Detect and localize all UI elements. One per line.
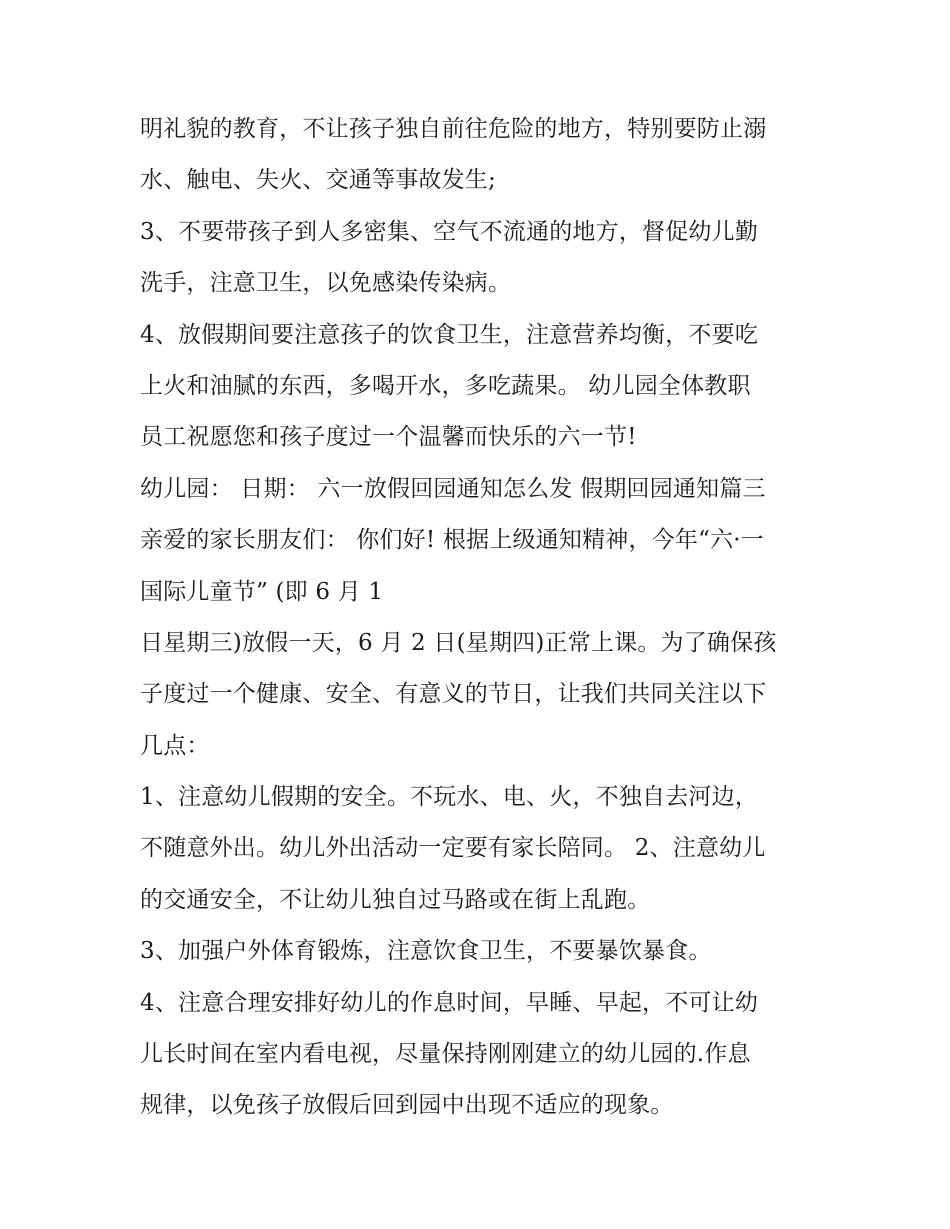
text-line: 国际儿童节” (即 6 月 1: [140, 578, 384, 605]
text-line: 不随意外出。幼儿外出活动一定要有家长陪同。 2、注意幼儿: [140, 835, 766, 862]
text-line: 员工祝愿您和孩子度过一个温馨而快乐的六一节!: [140, 424, 637, 451]
text-line: 亲爱的家长朋友们： 你们好! 根据上级通知精神，今年“六·一: [140, 527, 764, 554]
text-line: 4、注意合理安排好幼儿的作息时间，早睡、早起，不可让幼: [140, 989, 759, 1016]
text-line: 3、不要带孩子到人多密集、空气不流通的地方，督促幼儿勤: [140, 218, 759, 245]
text-line: 水、触电、失火、交通等事故发生;: [140, 167, 496, 194]
text-line: 子度过一个健康、安全、有意义的节日，让我们共同关注以下: [140, 681, 767, 708]
text-line: 规律，以免孩子放假后回到园中出现不适应的现象。: [140, 1092, 674, 1119]
document-body: [140, 104, 830, 1132]
text-line: 日星期三)放假一天，6 月 2 日(星期四)正常上课。为了确保孩: [140, 629, 777, 656]
text-line: 4、放假期间要注意孩子的饮食卫生，注意营养均衡，不要吃: [140, 321, 759, 348]
text-line: 上火和油腻的东西，多喝开水，多吃蔬果。 幼儿园全体教职: [140, 372, 751, 399]
text-line: 1、注意幼儿假期的安全。不玩水、电、火，不独自去河边，: [140, 784, 759, 811]
text-line: 洗手，注意卫生，以免感染传染病。: [140, 270, 512, 297]
text-line: 儿长时间在室内看电视，尽量保持刚刚建立的幼儿园的.作息: [140, 1041, 751, 1068]
text-line: 的交通安全，不让幼儿独自过马路或在街上乱跑。: [140, 886, 651, 913]
text-line: 几点：: [140, 732, 210, 759]
text-line: 明礼貌的教育，不让孩子独自前往危险的地方，特别要防止溺: [140, 116, 767, 142]
text-line: 3、加强户外体育锻炼，注意饮食卫生，不要暴饮暴食。: [140, 938, 712, 965]
text-line: 幼儿园： 日期： 六一放假回园通知怎么发 假期回园通知篇三: [140, 475, 766, 502]
